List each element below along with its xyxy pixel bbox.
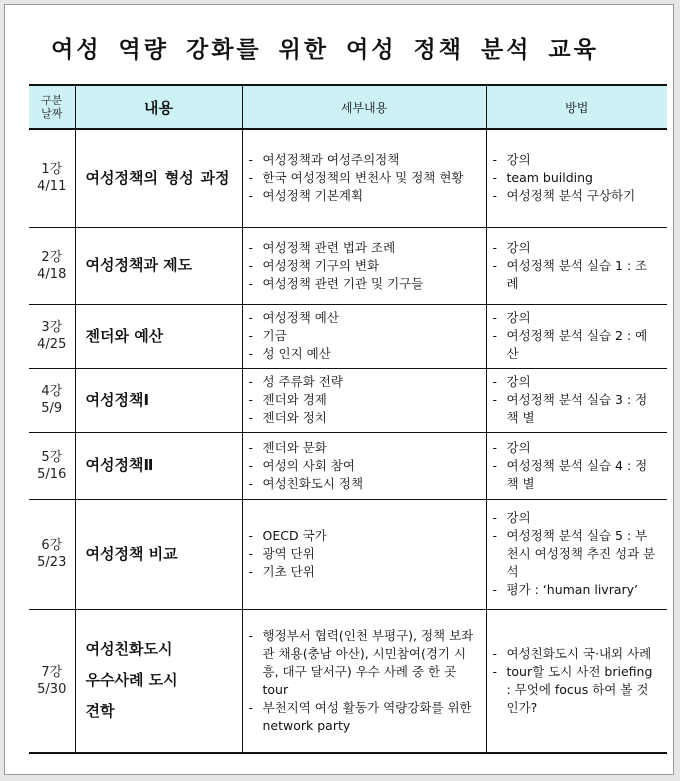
detail-item: - 기초 단위 [247,563,478,581]
method-item: - 여성정책 분석 실습 4 : 정책 별 [491,457,660,493]
lecture-date: 5/9 [41,401,63,416]
detail-item: - 젠더와 정치 [247,409,478,427]
table-row [29,609,667,753]
topic-cell: 여성정책Ⅰ [75,368,242,432]
header-corner [29,85,75,129]
method-cell [486,304,667,368]
method-cell [486,227,667,304]
lecture-number: 2강 [41,249,63,265]
header-details: 세부내용 [242,85,486,129]
lecture-date: 5/23 [37,555,67,570]
lecture-cell [29,609,75,753]
table-row [29,499,667,609]
lecture-date: 4/18 [37,266,67,282]
topic-line: 우수사례 도시 [85,671,178,690]
topic-line: 여성친화도시 [85,640,173,659]
method-item: - 여성정책 분석 실습 5 : 부천시 여성정책 추진 성과 분석 [491,527,660,581]
method-cell [486,432,667,499]
method-cell [486,499,667,609]
details-cell [242,432,486,499]
method-item: - 강의 [491,509,660,527]
method-item: - 강의 [491,439,660,457]
lecture-cell [29,129,75,227]
topic-cell: 여성정책과 제도 [75,227,242,304]
topic-cell [75,609,242,753]
detail-item: - 부천지역 여성 활동가 역량강화를 위한 network party [247,699,478,735]
topic-cell: 여성정책의 형성 과정 [75,129,242,227]
method-item: - team building [491,169,660,187]
details-cell [242,609,486,753]
method-item: - 여성정책 분석 실습 2 : 예산 [491,327,660,363]
detail-item: - 젠더와 문화 [247,439,478,457]
lecture-number: 1강 [41,162,63,178]
method-cell [486,368,667,432]
detail-item: - 여성정책 관련 기관 및 기구들 [247,275,478,293]
method-cell [486,609,667,753]
detail-item: - 젠더와 경제 [247,391,478,409]
detail-item: - 성 주류화 전략 [247,373,478,391]
details-cell [242,368,486,432]
page-title: 여성 역량 강화를 위한 여성 정책 분석 교육 [51,37,599,63]
header-corner-bottom: 날짜 [41,107,63,120]
document-frame [4,4,674,775]
header-content: 내용 [75,85,242,129]
method-item: - 여성정책 분석 구상하기 [491,187,660,205]
detail-item: - 여성정책 예산 [247,309,478,327]
table-row [29,368,667,432]
method-cell [486,129,667,227]
method-item: - 강의 [491,151,660,169]
lecture-cell [29,499,75,609]
lecture-cell [29,304,75,368]
table-row [29,129,667,227]
lecture-number: 6강 [41,538,63,553]
table-row [29,432,667,499]
method-item: - 여성정책 분석 실습 1 : 조례 [491,257,660,293]
detail-item: - OECD 국가 [247,527,478,545]
lecture-number: 4강 [41,384,63,399]
lecture-number: 5강 [41,449,63,465]
detail-item: - 기금 [247,327,478,345]
method-item: - tour할 도시 사전 briefing : 무엇에 focus 하여 볼 것인가? [491,663,660,717]
lecture-cell [29,227,75,304]
table-row [29,227,667,304]
detail-item: - 한국 여성정책의 변천사 및 정책 현황 [247,169,478,187]
topic-cell: 젠더와 예산 [75,304,242,368]
method-item: - 강의 [491,373,660,391]
method-item: - 여성정책 분석 실습 3 : 정책 별 [491,391,660,427]
details-cell [242,227,486,304]
detail-item: - 행정부서 협력(인천 부평구), 정책 보좌관 채용(충남 아산), 시민참여(경기 시흥, 대구 달서구) 우수 사례 중 한 곳 tour [247,627,478,699]
detail-item: - 여성정책 관련 법과 조례 [247,239,478,257]
details-cell [242,304,486,368]
method-item: - 여성친화도시 국·내외 사례 [491,645,660,663]
header-corner-top: 구분 [41,94,63,107]
method-item: - 강의 [491,309,660,327]
lecture-cell [29,432,75,499]
lecture-date: 5/16 [37,466,67,482]
details-cell [242,499,486,609]
details-cell [242,129,486,227]
lecture-number: 7강 [41,664,63,680]
detail-item: - 여성의 사회 참여 [247,457,478,475]
header-method: 방법 [486,85,667,129]
detail-item: - 여성정책 기구의 변화 [247,257,478,275]
table-header-row [29,85,667,129]
detail-item: - 여성정책과 여성주의정책 [247,151,478,169]
lecture-date: 4/25 [37,337,67,352]
topic-line: 견학 [85,702,115,721]
method-item: - 평가 : ‘human livrary’ [491,581,660,599]
method-item: - 강의 [491,239,660,257]
detail-item: - 성 인지 예산 [247,345,478,363]
lecture-number: 3강 [41,320,63,335]
table-row [29,304,667,368]
lecture-cell [29,368,75,432]
curriculum-table [29,84,667,754]
detail-item: - 광역 단위 [247,545,478,563]
lecture-date: 4/11 [37,179,67,195]
topic-cell: 여성정책 비교 [75,499,242,609]
detail-item: - 여성정책 기본계획 [247,187,478,205]
topic-cell: 여성정책Ⅱ [75,432,242,499]
lecture-date: 5/30 [37,681,67,697]
detail-item: - 여성친화도시 정책 [247,475,478,493]
